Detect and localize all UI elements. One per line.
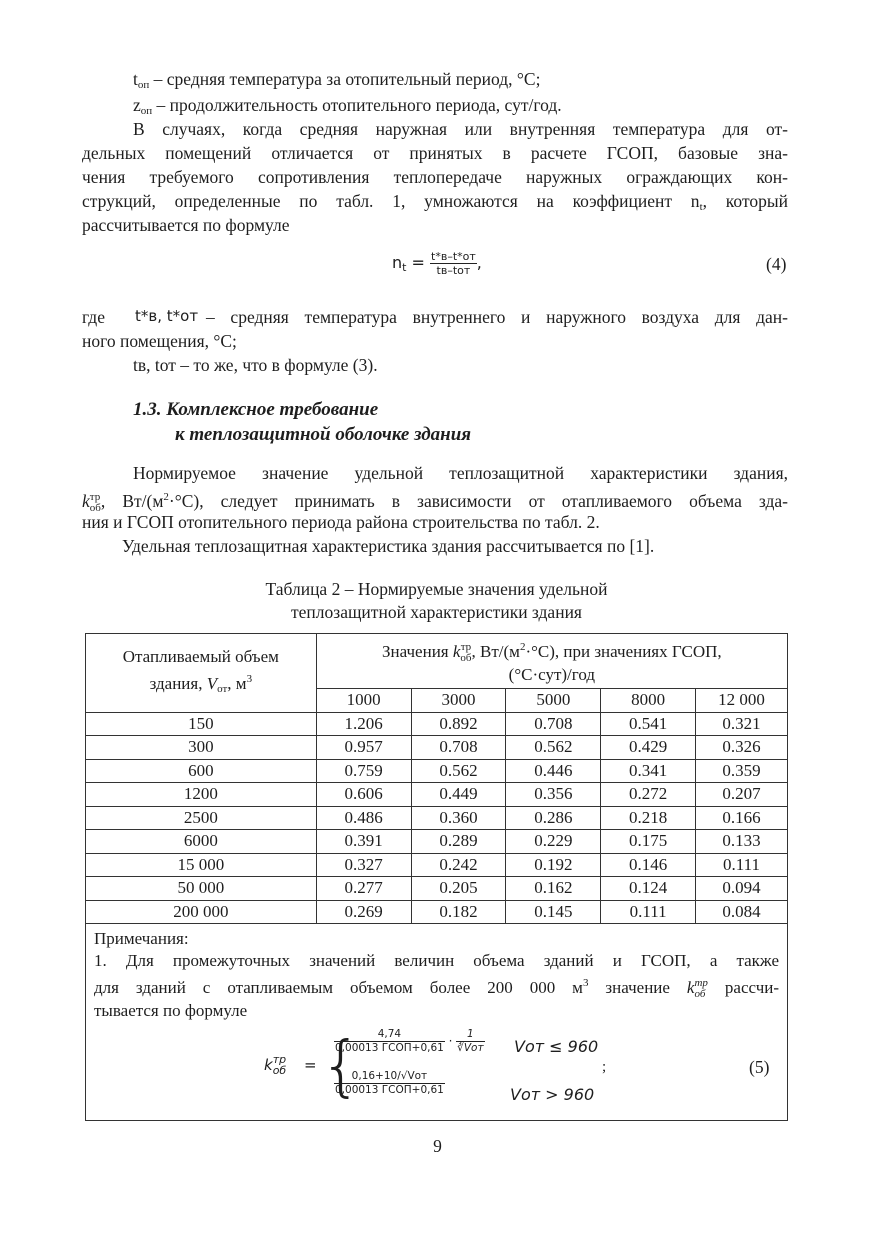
definition-top <box>133 68 540 96</box>
text: значение <box>588 978 687 997</box>
text: для зданий с отапливаемым объемом более 200 000 м <box>94 978 583 997</box>
table-row <box>86 830 788 854</box>
gsop-header-cell: 1000 <box>316 689 411 713</box>
value-cell: 0.449 <box>411 783 506 807</box>
sup-3: 3 <box>582 977 589 989</box>
def-text: – средняя температура за отопительный период, °С; <box>149 69 541 89</box>
formula5-case1 <box>334 1028 485 1055</box>
value-cell: 0.429 <box>601 736 696 760</box>
text: , который <box>702 191 788 211</box>
notes-title: Примечания: <box>94 929 189 948</box>
value-cell: 0.269 <box>316 900 411 924</box>
formula5-lhs <box>264 1054 286 1076</box>
sym-k: k <box>264 1056 273 1074</box>
text: , м <box>227 673 247 693</box>
group-header-line1 <box>320 636 784 664</box>
value-cell: 0.205 <box>411 877 506 901</box>
group-header-line2: (°С·сут)/год <box>508 665 595 684</box>
value-cell: 0.182 <box>411 900 506 924</box>
table-row <box>86 712 788 736</box>
value-cell: 0.124 <box>601 877 696 901</box>
volume-cell: 600 <box>86 759 317 783</box>
sym-V: V <box>206 673 218 693</box>
value-cell: 0.218 <box>601 806 696 830</box>
equals-sign: = <box>304 1056 317 1074</box>
table-row <box>86 877 788 901</box>
volume-cell: 1200 <box>86 783 317 807</box>
formula4-lhs-sub: t <box>402 261 407 274</box>
sym-t: t <box>133 69 138 89</box>
value-cell: 0.175 <box>601 830 696 854</box>
mult-numerator: 1 <box>456 1028 484 1042</box>
sym-z: z <box>133 95 141 115</box>
k-indices <box>694 978 707 1000</box>
value-cell: 0.606 <box>316 783 411 807</box>
formula-4 <box>392 248 482 283</box>
page-number: 9 <box>433 1136 442 1156</box>
sup-2: 2 <box>163 491 169 503</box>
volume-cell: 15 000 <box>86 853 317 877</box>
where-line1: – средняя температура внутреннего и наружного воздуха для дан- <box>206 307 788 327</box>
section-heading-line1: 1.3. Комплексное требование <box>133 399 379 420</box>
volume-cell: 300 <box>86 736 317 760</box>
semicolon: ; <box>602 1059 607 1075</box>
value-cell: 0.359 <box>696 759 788 783</box>
k-indices <box>273 1054 287 1076</box>
value-cell: 0.327 <box>316 853 411 877</box>
notes-row <box>86 924 788 1121</box>
formula4-number: (4) <box>766 254 787 274</box>
mult-dot: · <box>448 1033 453 1048</box>
sym-k: k <box>82 491 90 511</box>
sym-k: k <box>452 642 461 661</box>
table-2 <box>85 633 788 1121</box>
para2-line4: Удельная теплозащитная характеристика здания рассчитывается по [1]. <box>122 536 655 556</box>
value-cell: 0.084 <box>696 900 788 924</box>
header-text-line2 <box>89 668 313 700</box>
k-sub: об <box>272 1064 287 1077</box>
value-cell: 0.708 <box>411 736 506 760</box>
value-cell: 0.162 <box>506 877 601 901</box>
k-sup: тр <box>272 1053 287 1066</box>
value-cell: 0.326 <box>696 736 788 760</box>
section-heading-line2: к теплозащитной оболочке здания <box>175 424 472 445</box>
value-cell: 0.360 <box>411 806 506 830</box>
value-cell: 0.446 <box>506 759 601 783</box>
value-cell: 0.166 <box>696 806 788 830</box>
volume-cell: 200 000 <box>86 900 317 924</box>
sub-ot: от <box>217 682 228 695</box>
value-cell: 0.341 <box>601 759 696 783</box>
para1-line3: чения требуемого сопротивления теплопередаче наружных ограждающих кон- <box>82 167 788 187</box>
table-body <box>86 634 788 924</box>
value-cell: 0.229 <box>506 830 601 854</box>
value-cell: 0.277 <box>316 877 411 901</box>
formula4-numerator: t*в–t*от <box>431 250 476 263</box>
sub-op: оп <box>137 79 150 91</box>
gsop-header-cell: 8000 <box>601 689 696 713</box>
table-row <box>86 806 788 830</box>
value-cell: 0.708 <box>506 712 601 736</box>
para2-line3: ния и ГСОП отопительного периода района строительства по табл. 2. <box>82 512 600 532</box>
value-cell: 0.111 <box>696 853 788 877</box>
value-cell: 0.272 <box>601 783 696 807</box>
case2-denominator: 0,00013 ГСОП+0,61 <box>335 1084 444 1096</box>
case1-mult-fraction <box>456 1028 484 1055</box>
comma: , <box>476 253 482 272</box>
values-group-header <box>316 634 787 689</box>
value-cell: 0.321 <box>696 712 788 736</box>
volume-cell: 6000 <box>86 830 317 854</box>
text: ·°С), следует принимать в зависимости от отапливаемого объема зда- <box>168 491 788 511</box>
k-sub: об <box>460 652 472 664</box>
case2-condition: Vот > 960 <box>510 1085 595 1104</box>
formula4-fraction <box>430 250 477 277</box>
k-sub: об <box>89 502 101 514</box>
para1-line5: рассчитывается по формуле <box>82 215 290 235</box>
text: здания, <box>149 673 207 693</box>
value-cell: 0.356 <box>506 783 601 807</box>
value-cell: 0.094 <box>696 877 788 901</box>
k-sup: тр <box>694 977 708 989</box>
para1-line2: дельных помещений отличается от принятых в расчете ГСОП, базовые зна- <box>82 143 788 163</box>
value-cell: 0.145 <box>506 900 601 924</box>
note1-line3: тывается по формуле <box>94 1001 248 1020</box>
value-cell: 0.562 <box>506 736 601 760</box>
value-cell: 1.206 <box>316 712 411 736</box>
value-cell: 0.286 <box>506 806 601 830</box>
k-sub: об <box>694 988 706 1000</box>
gsop-header-cell: 5000 <box>506 689 601 713</box>
volume-column-header <box>86 634 317 713</box>
case1-numerator: 4,74 <box>334 1028 445 1042</box>
note1-line1: 1. Для промежуточных значений величин объема зданий и ГСОП, а также <box>94 951 779 970</box>
table-caption-line1: Таблица 2 – Нормируемые значения удельной <box>265 579 608 599</box>
value-cell: 0.146 <box>601 853 696 877</box>
sup-3: 3 <box>246 672 253 685</box>
volume-cell: 50 000 <box>86 877 317 901</box>
value-cell: 0.242 <box>411 853 506 877</box>
def-text: – продолжительность отопительного периода, сут/год. <box>152 95 562 115</box>
k-sup: тр <box>89 491 101 503</box>
value-cell: 0.207 <box>696 783 788 807</box>
table-notes-body <box>86 924 788 1121</box>
sup-2: 2 <box>519 641 526 653</box>
gsop-header-cell: 12 000 <box>696 689 788 713</box>
value-cell: 0.957 <box>316 736 411 760</box>
value-cell: 0.562 <box>411 759 506 783</box>
gsop-header-cell: 3000 <box>411 689 506 713</box>
text: , Вт/(м <box>100 491 164 511</box>
table-row <box>86 759 788 783</box>
formula4-denominator: tв–tот <box>436 264 471 277</box>
table-row <box>86 783 788 807</box>
para2-line2 <box>82 486 788 514</box>
case2-fraction <box>334 1070 445 1097</box>
value-cell: 0.759 <box>316 759 411 783</box>
value-cell: 0.111 <box>601 900 696 924</box>
case1-denominator: 0,00013 ГСОП+0,61 <box>335 1042 444 1054</box>
where-symbols: t*в, t*от <box>135 307 199 325</box>
value-cell: 0.541 <box>601 712 696 736</box>
where-line3: tв, tот – то же, что в формуле (3). <box>133 355 378 375</box>
volume-cell: 2500 <box>86 806 317 830</box>
value-cell: 0.391 <box>316 830 411 854</box>
header-text: Отапливаемый объем <box>122 646 279 666</box>
left-brace: { <box>320 1027 362 1104</box>
case2-numerator: 0,16+10/√Vот <box>334 1070 445 1084</box>
formula-5 <box>94 1026 779 1116</box>
where-label: где <box>82 307 105 327</box>
value-cell: 0.133 <box>696 830 788 854</box>
table-row <box>86 853 788 877</box>
formula5-case2 <box>334 1070 445 1097</box>
sub-op: оп <box>140 105 153 117</box>
table-row <box>86 736 788 760</box>
text: ·°С), при значениях ГСОП, <box>525 642 722 661</box>
text: , Вт/(м <box>471 642 520 661</box>
volume-cell: 150 <box>86 712 317 736</box>
sub-t: t <box>699 201 703 213</box>
value-cell: 0.289 <box>411 830 506 854</box>
table-caption-line2: теплозащитной характеристики здания <box>291 602 582 622</box>
value-cell: 0.892 <box>411 712 506 736</box>
k-sup: тр <box>460 641 472 653</box>
para1-line1: В случаях, когда средняя наружная или внутренняя температура для от- <box>133 119 788 139</box>
table-row <box>86 900 788 924</box>
note1-line2 <box>94 972 779 1000</box>
equals-sign: = <box>406 253 431 272</box>
table-header-row <box>86 634 788 689</box>
sym-k: k <box>686 978 695 997</box>
value-cell: 0.192 <box>506 853 601 877</box>
formula4-lhs: n <box>392 253 403 272</box>
case1-condition: Vот ≤ 960 <box>514 1037 599 1056</box>
value-cell: 0.486 <box>316 806 411 830</box>
mult-denominator: ∛Vот <box>457 1042 484 1054</box>
where-line2: ного помещения, °С; <box>82 331 237 351</box>
notes-cell <box>86 924 788 1121</box>
text: рассчи- <box>707 978 780 997</box>
para2-line1: Нормируемое значение удельной теплозащитной характеристики здания, <box>133 463 788 483</box>
formula5-number: (5) <box>749 1057 770 1077</box>
k-indices <box>460 642 471 664</box>
text: Значения <box>382 642 453 661</box>
case1-fraction <box>334 1028 445 1055</box>
text: струкций, определенные по табл. 1, умножаются на коэффициент n <box>82 191 700 211</box>
